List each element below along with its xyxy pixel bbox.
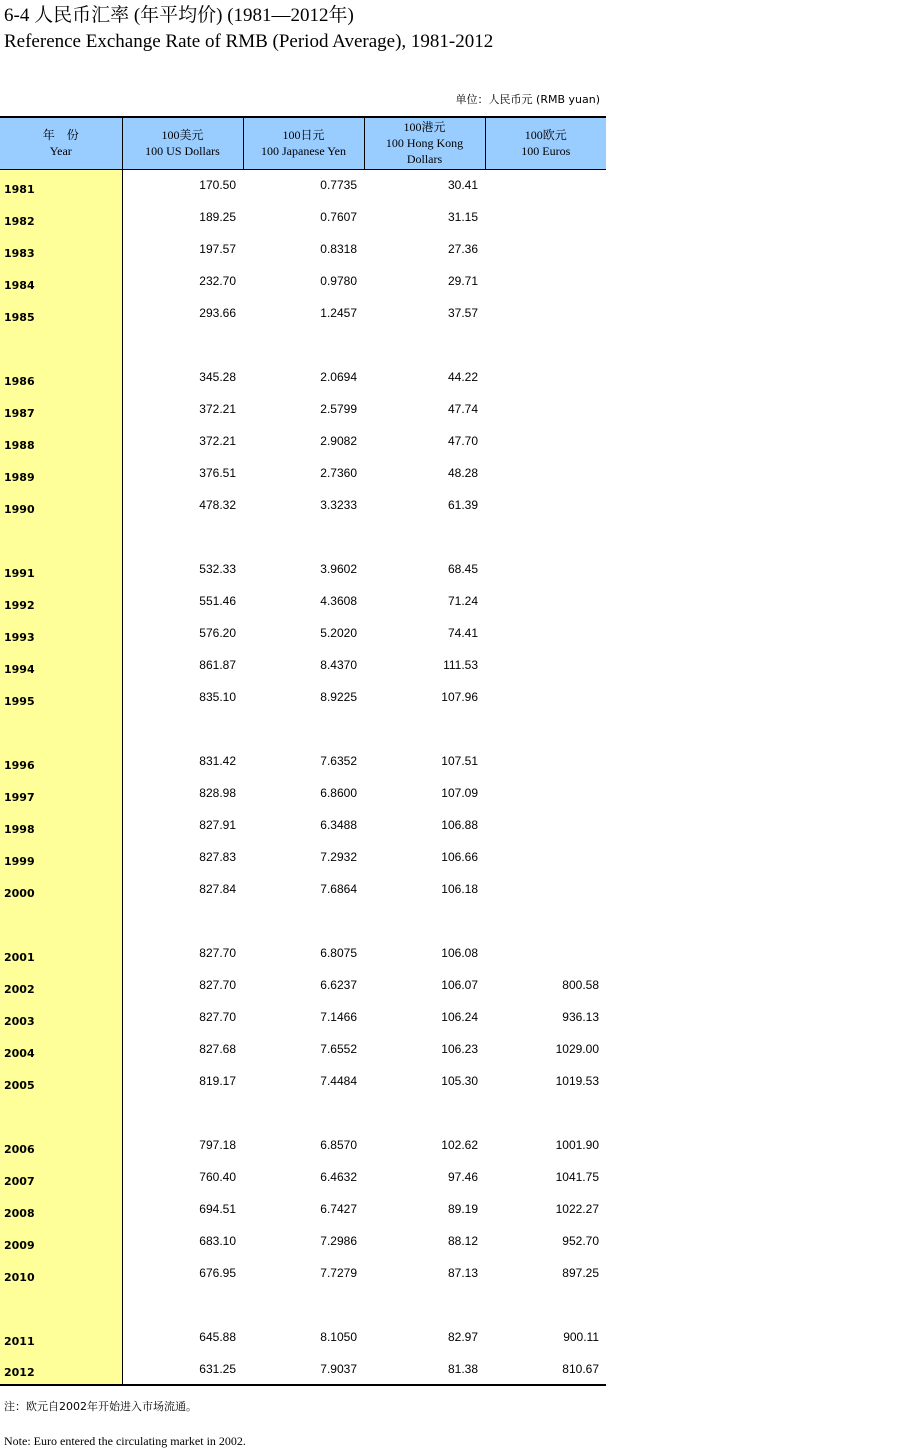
hkd-rate-cell: 106.88 [441, 818, 478, 832]
year-cell: 1992 [0, 585, 122, 617]
usd-rate-cell: 576.20 [199, 626, 236, 640]
usd-rate-cell: 372.21 [199, 402, 236, 416]
usd-rate-cell: 345.28 [199, 370, 236, 384]
eur-rate-cell [485, 777, 606, 809]
year-cell: 1997 [0, 777, 122, 809]
hkd-rate-cell [364, 329, 485, 361]
eur-rate-cell [485, 681, 606, 713]
jpy-rate-cell: 6.8600 [320, 786, 357, 800]
header-label-cn: 100美元 [161, 128, 204, 143]
jpy-rate-cell: 7.2932 [320, 850, 357, 864]
year-cell: 2004 [0, 1033, 122, 1065]
header-label-en: Year [49, 144, 72, 159]
year-cell: 1998 [0, 809, 122, 841]
usd-rate-cell [122, 1097, 243, 1129]
table-row [0, 169, 606, 201]
jpy-rate-cell: 6.8075 [320, 946, 357, 960]
eur-rate-cell: 1019.53 [555, 1074, 599, 1088]
unit-label: 单位：人民币元 (RMB yuan) [455, 93, 600, 106]
table-row [0, 873, 606, 905]
hkd-rate-cell: 106.66 [441, 850, 478, 864]
header-label-en: 100 Hong Kong Dollars [385, 136, 464, 167]
hkd-rate-cell: 82.97 [447, 1330, 478, 1344]
year-cell: 1985 [0, 297, 122, 329]
jpy-rate-cell: 7.6352 [320, 754, 357, 768]
eur-rate-cell [485, 329, 606, 361]
table-row [0, 1065, 606, 1097]
eur-rate-cell [485, 713, 606, 745]
header-label-cn: 100日元 [282, 128, 325, 143]
hkd-rate-cell: 111.53 [443, 658, 478, 672]
jpy-rate-cell: 8.4370 [320, 658, 357, 672]
hkd-rate-cell: 48.28 [447, 466, 478, 480]
jpy-rate-cell: 6.3488 [320, 818, 357, 832]
hkd-rate-cell: 106.07 [441, 978, 478, 992]
jpy-rate-cell: 3.9602 [320, 562, 357, 576]
table-row [0, 937, 606, 969]
usd-rate-cell: 827.70 [199, 946, 236, 960]
jpy-rate-cell [243, 905, 364, 937]
eur-rate-cell: 1041.75 [555, 1170, 599, 1184]
jpy-rate-cell: 7.7279 [320, 1266, 357, 1280]
table-row [0, 681, 606, 713]
year-cell: 2008 [0, 1193, 122, 1225]
jpy-rate-cell: 4.3608 [320, 594, 357, 608]
year-cell: 1988 [0, 425, 122, 457]
header-year [0, 117, 122, 169]
hkd-rate-cell: 106.08 [441, 946, 478, 960]
header-hkd [364, 117, 485, 169]
usd-rate-cell: 827.83 [199, 850, 236, 864]
year-cell [0, 905, 122, 937]
table-header [0, 117, 606, 169]
table-spacer-row [0, 1289, 606, 1321]
usd-rate-cell: 478.32 [199, 498, 236, 512]
usd-rate-cell: 532.33 [199, 562, 236, 576]
hkd-rate-cell: 107.96 [441, 690, 478, 704]
usd-rate-cell: 827.91 [199, 818, 236, 832]
usd-rate-cell: 827.70 [199, 978, 236, 992]
eur-rate-cell [485, 361, 606, 393]
table-body [0, 169, 606, 1385]
year-cell: 1994 [0, 649, 122, 681]
usd-rate-cell: 197.57 [199, 242, 236, 256]
year-cell [0, 521, 122, 553]
jpy-rate-cell: 7.2986 [320, 1234, 357, 1248]
eur-rate-cell [485, 553, 606, 585]
eur-rate-cell [485, 617, 606, 649]
hkd-rate-cell: 106.24 [441, 1010, 478, 1024]
jpy-rate-cell: 8.1050 [320, 1330, 357, 1344]
jpy-rate-cell: 7.1466 [320, 1010, 357, 1024]
header-label-en: 100 Japanese Yen [261, 144, 346, 159]
jpy-rate-cell: 6.8570 [320, 1138, 357, 1152]
year-cell: 2011 [0, 1321, 122, 1353]
table-row [0, 393, 606, 425]
jpy-rate-cell: 0.8318 [320, 242, 357, 256]
hkd-rate-cell: 71.24 [447, 594, 478, 608]
jpy-rate-cell: 0.7607 [320, 210, 357, 224]
table-spacer-row [0, 521, 606, 553]
table-row [0, 1033, 606, 1065]
year-cell: 1991 [0, 553, 122, 585]
jpy-rate-cell [243, 1097, 364, 1129]
usd-rate-cell: 376.51 [199, 466, 236, 480]
usd-rate-cell: 551.46 [199, 594, 236, 608]
eur-rate-cell [485, 905, 606, 937]
hkd-rate-cell: 74.41 [447, 626, 478, 640]
eur-rate-cell [485, 841, 606, 873]
jpy-rate-cell: 7.9037 [243, 1353, 364, 1385]
eur-rate-cell [485, 233, 606, 265]
exchange-rate-table [0, 116, 606, 1386]
jpy-rate-cell [243, 1289, 364, 1321]
jpy-rate-cell: 6.7427 [320, 1202, 357, 1216]
table-row [0, 489, 606, 521]
year-cell: 1983 [0, 233, 122, 265]
jpy-rate-cell: 2.7360 [320, 466, 357, 480]
hkd-rate-cell: 81.38 [364, 1353, 485, 1385]
table-row [0, 1193, 606, 1225]
eur-rate-cell [485, 457, 606, 489]
year-cell: 1986 [0, 361, 122, 393]
hkd-rate-cell [364, 1097, 485, 1129]
header-label-en: 100 Euros [521, 144, 571, 159]
year-cell: 2002 [0, 969, 122, 1001]
eur-rate-cell: 897.25 [562, 1266, 599, 1280]
year-cell: 1984 [0, 265, 122, 297]
table-row [0, 1257, 606, 1289]
eur-rate-cell [485, 873, 606, 905]
hkd-rate-cell: 47.74 [447, 402, 478, 416]
jpy-rate-cell: 6.4632 [320, 1170, 357, 1184]
jpy-rate-cell [243, 521, 364, 553]
hkd-rate-cell: 68.45 [447, 562, 478, 576]
hkd-rate-cell: 89.19 [447, 1202, 478, 1216]
table-row [0, 1225, 606, 1257]
hkd-rate-cell: 87.13 [447, 1266, 478, 1280]
table-row [0, 457, 606, 489]
eur-rate-cell [485, 169, 606, 201]
hkd-rate-cell: 29.71 [447, 274, 478, 288]
table-row [0, 425, 606, 457]
hkd-rate-cell: 31.15 [447, 210, 478, 224]
hkd-rate-cell: 97.46 [447, 1170, 478, 1184]
hkd-rate-cell: 37.57 [447, 306, 478, 320]
table-spacer-row [0, 329, 606, 361]
year-cell: 1982 [0, 201, 122, 233]
usd-rate-cell: 170.50 [199, 178, 236, 193]
table-spacer-row [0, 1097, 606, 1129]
header-jpy [243, 117, 364, 169]
table-row [0, 617, 606, 649]
year-cell: 2007 [0, 1161, 122, 1193]
table-row [0, 969, 606, 1001]
jpy-rate-cell: 0.9780 [320, 274, 357, 288]
eur-rate-cell [485, 393, 606, 425]
year-cell: 2006 [0, 1129, 122, 1161]
year-cell: 1995 [0, 681, 122, 713]
jpy-rate-cell: 2.5799 [320, 402, 357, 416]
year-cell [0, 329, 122, 361]
usd-rate-cell: 372.21 [199, 434, 236, 448]
eur-rate-cell [485, 809, 606, 841]
hkd-rate-cell: 88.12 [447, 1234, 478, 1248]
eur-rate-cell [485, 585, 606, 617]
year-cell: 1993 [0, 617, 122, 649]
eur-rate-cell: 1022.27 [555, 1202, 599, 1216]
header-label-en: 100 US Dollars [145, 144, 220, 159]
usd-rate-cell: 819.17 [199, 1074, 236, 1088]
year-cell: 2003 [0, 1001, 122, 1033]
year-cell [0, 1289, 122, 1321]
eur-rate-cell: 900.11 [563, 1330, 599, 1344]
usd-rate-cell: 797.18 [199, 1138, 236, 1152]
header-usd [122, 117, 243, 169]
usd-rate-cell: 831.42 [199, 754, 236, 768]
usd-rate-cell [122, 713, 243, 745]
usd-rate-cell: 293.66 [199, 306, 236, 320]
hkd-rate-cell [364, 713, 485, 745]
hkd-rate-cell: 44.22 [447, 370, 478, 384]
table-row [0, 265, 606, 297]
eur-rate-cell [485, 489, 606, 521]
eur-rate-cell [485, 425, 606, 457]
table-row [0, 1161, 606, 1193]
usd-rate-cell: 683.10 [199, 1234, 236, 1248]
year-cell: 1987 [0, 393, 122, 425]
eur-rate-cell [485, 265, 606, 297]
eur-rate-cell: 810.67 [485, 1353, 606, 1385]
hkd-rate-cell: 30.41 [447, 178, 478, 193]
hkd-rate-cell [364, 905, 485, 937]
eur-rate-cell [485, 201, 606, 233]
usd-rate-cell: 694.51 [199, 1202, 236, 1216]
year-cell: 1989 [0, 457, 122, 489]
year-cell: 2010 [0, 1257, 122, 1289]
hkd-rate-cell [364, 521, 485, 553]
eur-rate-cell: 800.58 [562, 978, 599, 992]
table-row [0, 777, 606, 809]
table-spacer-row [0, 905, 606, 937]
hkd-rate-cell: 106.18 [441, 882, 478, 896]
usd-rate-cell [122, 905, 243, 937]
table-row [0, 649, 606, 681]
hkd-rate-cell: 102.62 [441, 1138, 478, 1152]
hkd-rate-cell: 47.70 [447, 434, 478, 448]
page-title-cn: 6-4 人民币汇率 (年平均价) (1981—2012年) [4, 5, 354, 26]
jpy-rate-cell: 7.4484 [320, 1074, 357, 1088]
page-title-en: Reference Exchange Rate of RMB (Period Average), 1981-2012 [4, 31, 494, 52]
usd-rate-cell: 835.10 [199, 690, 236, 704]
eur-rate-cell: 952.70 [562, 1234, 599, 1248]
hkd-rate-cell [364, 1289, 485, 1321]
jpy-rate-cell: 7.6864 [320, 882, 357, 896]
table-row [0, 233, 606, 265]
usd-rate-cell: 232.70 [199, 274, 236, 288]
usd-rate-cell: 827.68 [199, 1042, 236, 1056]
header-label-cn: 100港元 [403, 120, 446, 135]
usd-rate-cell: 631.25 [122, 1353, 243, 1385]
footnote-en: Note: Euro entered the circulating market in 2002. [4, 1434, 246, 1448]
hkd-rate-cell: 61.39 [447, 498, 478, 512]
usd-rate-cell: 676.95 [199, 1266, 236, 1280]
jpy-rate-cell: 7.6552 [320, 1042, 357, 1056]
usd-rate-cell [122, 1289, 243, 1321]
usd-rate-cell: 828.98 [199, 786, 236, 800]
usd-rate-cell [122, 329, 243, 361]
year-cell: 1981 [0, 169, 122, 201]
year-cell: 2009 [0, 1225, 122, 1257]
table-row [0, 553, 606, 585]
eur-rate-cell [485, 297, 606, 329]
eur-rate-cell: 936.13 [562, 1010, 599, 1024]
usd-rate-cell: 861.87 [199, 658, 236, 672]
eur-rate-cell: 1029.00 [555, 1042, 599, 1056]
table-row [0, 201, 606, 233]
hkd-rate-cell: 106.23 [441, 1042, 478, 1056]
jpy-rate-cell: 3.3233 [320, 498, 357, 512]
usd-rate-cell: 760.40 [199, 1170, 236, 1184]
table-row [0, 841, 606, 873]
jpy-rate-cell: 2.0694 [320, 370, 357, 384]
year-cell: 1990 [0, 489, 122, 521]
footnote-cn: 注：欧元自2002年开始进入市场流通。 [4, 1400, 197, 1413]
jpy-rate-cell [243, 329, 364, 361]
hkd-rate-cell: 27.36 [447, 242, 478, 256]
year-cell: 2005 [0, 1065, 122, 1097]
jpy-rate-cell: 5.2020 [320, 626, 357, 640]
year-cell: 2001 [0, 937, 122, 969]
usd-rate-cell: 645.88 [199, 1330, 236, 1344]
usd-rate-cell: 827.84 [199, 882, 236, 896]
eur-rate-cell: 1001.90 [555, 1138, 599, 1152]
table-row [0, 745, 606, 777]
header-label-cn: 年 份 [42, 128, 79, 143]
jpy-rate-cell: 0.7735 [320, 178, 357, 193]
hkd-rate-cell: 105.30 [441, 1074, 478, 1088]
table-row [0, 1353, 606, 1385]
jpy-rate-cell: 8.9225 [320, 690, 357, 704]
table-row [0, 1321, 606, 1353]
table-spacer-row [0, 713, 606, 745]
header-eur [485, 117, 606, 169]
eur-rate-cell [485, 745, 606, 777]
table-row [0, 809, 606, 841]
jpy-rate-cell: 1.2457 [320, 306, 357, 320]
year-cell: 2000 [0, 873, 122, 905]
hkd-rate-cell: 107.09 [441, 786, 478, 800]
year-cell: 2012 [0, 1353, 122, 1385]
eur-rate-cell [485, 1289, 606, 1321]
table-row [0, 1001, 606, 1033]
header-label-cn: 100欧元 [524, 128, 567, 143]
year-cell: 1996 [0, 745, 122, 777]
jpy-rate-cell: 6.6237 [320, 978, 357, 992]
table-row [0, 585, 606, 617]
usd-rate-cell [122, 521, 243, 553]
hkd-rate-cell: 107.51 [441, 754, 478, 768]
usd-rate-cell: 827.70 [199, 1010, 236, 1024]
eur-rate-cell [485, 1097, 606, 1129]
table-row [0, 297, 606, 329]
eur-rate-cell [485, 937, 606, 969]
year-cell [0, 713, 122, 745]
usd-rate-cell: 189.25 [199, 210, 236, 224]
table-row [0, 1129, 606, 1161]
year-cell [0, 1097, 122, 1129]
jpy-rate-cell [243, 713, 364, 745]
eur-rate-cell [485, 649, 606, 681]
eur-rate-cell [485, 521, 606, 553]
year-cell: 1999 [0, 841, 122, 873]
jpy-rate-cell: 2.9082 [320, 434, 357, 448]
table-row [0, 361, 606, 393]
